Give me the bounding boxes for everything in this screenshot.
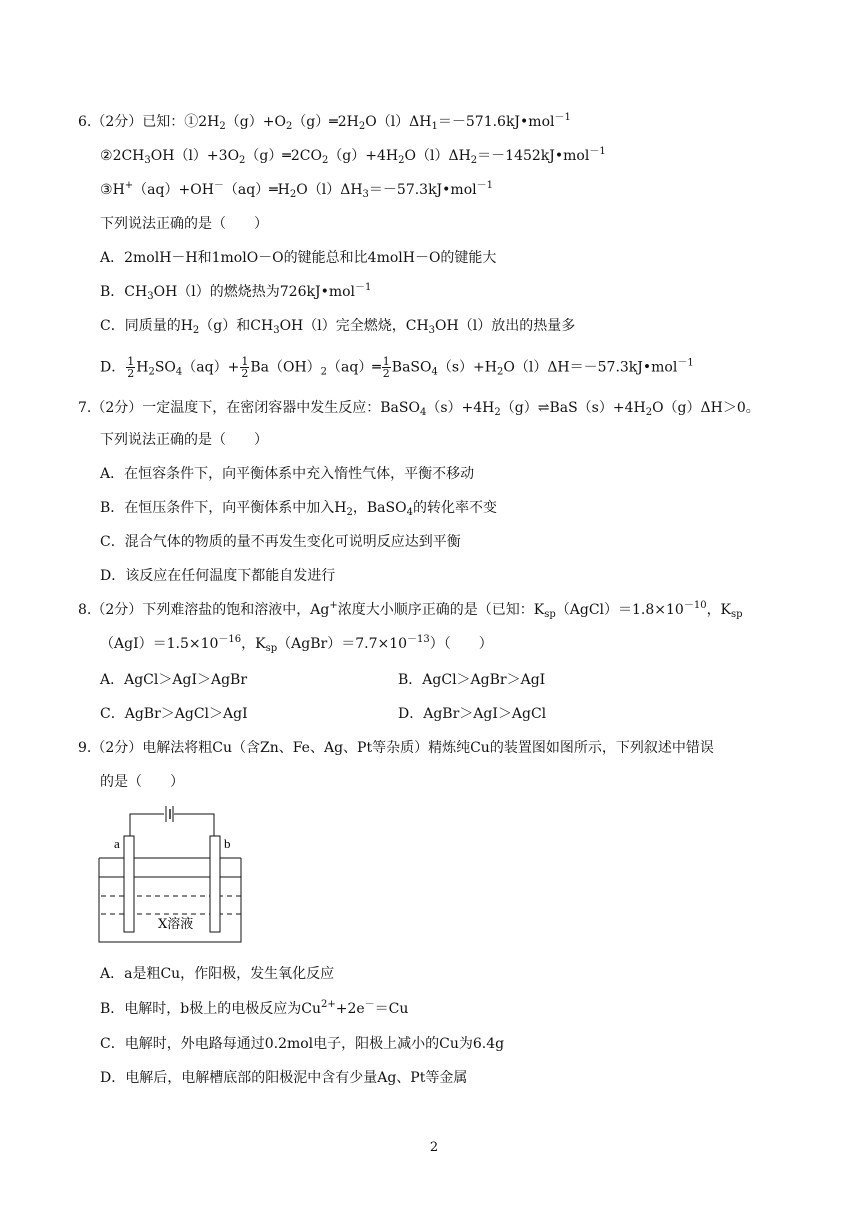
page-number: 2 (429, 1140, 439, 1155)
q9-option-c: C．电解时，外电路每通过0.2mol电子，阳极上减小的Cu为6.4g (100, 1036, 505, 1052)
q6-option-c: C．同质量的$H_2(g)$和$CH_3OH(l)$完全燃烧，$CH_3OH(l)$放出的热量多 (100, 318, 576, 336)
q6-question: 下列说法正确的是（ ） (100, 216, 268, 232)
q9-option-a: A．a是粗Cu，作阳极，发生氧化反应 (100, 966, 335, 982)
q8-option-c: C．AgBr＞AgCl＞AgI (100, 706, 248, 722)
q9-stem-line1: 9.（2分）电解法将粗Cu（含Zn、Fe、Ag、Pt等杂质）精炼纯Cu的装置图如图所示，下列叙述中错误 (78, 740, 714, 756)
q7-question: 下列说法正确的是（ ） (100, 432, 268, 448)
q9-stem-line2: 的是（ ） (100, 774, 184, 790)
q7-option-a: A．在恒容条件下，向平衡体系中充入惰性气体，平衡不移动 (100, 466, 475, 482)
fraction-half: $\frac{1}{2}$ (127, 355, 135, 380)
q7-option-c: C．混合气体的物质的量不再发生变化可说明反应达到平衡 (100, 534, 461, 550)
q6-option-d: D． $\frac{1}{2}$ $H_2SO_4(aq)+$ $\frac{1}{2}$ $Ba(OH)_2(aq)═$ $\frac{1}{2}$ $BaSO_4(s)+H_2O(l)\Delta H=-57.3kJ•mol^{-1}$ (100, 355, 694, 380)
q6-option-b: B．$CH_3OH(l)$的燃烧热为726kJ•mol$^{-1}$ (100, 282, 372, 302)
fraction-half: $\frac{1}{2}$ (241, 355, 249, 380)
q8-option-a: A．AgCl＞AgI＞AgBr (100, 672, 248, 688)
q9-option-d: D．电解后，电解槽底部的阳极泥中含有少量Ag、Pt等金属 (100, 1070, 468, 1086)
wire-right (174, 814, 214, 836)
q6-line3: $③H^+(aq)+OH^-(aq)═H_2O(l)\Delta H_3=-57.3kJ•mol^{-1}$ (100, 180, 493, 200)
electrode-a (124, 836, 134, 932)
q6-option-a: A．2molH－H和1molO－O的键能总和比4molH－O的键能大 (100, 250, 497, 266)
electrolysis-cell-diagram (96, 800, 248, 948)
q8-option-d: D．AgBr＞AgI＞AgCl (398, 706, 547, 722)
q9-option-b: B．电解时，b极上的电极反应为$Cu^{2+}+2e^-=Cu$ (100, 999, 409, 1017)
battery-icon (166, 806, 173, 822)
q8-stem-line2: $(AgI)=1.5\times 10^{-16}$，$K_{sp}(AgBr)=7.7\times 10^{-13}$）（ ） (100, 634, 493, 654)
electrode-b (210, 836, 220, 932)
q6-line2: $②2CH_3OH(l)+3O_2(g)═2CO_2(g)+4H_2O(l)\Delta H_2=-1452kJ•mol^{-1}$ (100, 146, 606, 166)
q7-stem: 7.（2分）一定温度下，在密闭容器中发生反应：$BaSO_4(s)+4H_2(g)\rightleftharpoons BaS(s)+4H_2O(g)\Delta H>0$。 (78, 400, 760, 418)
solution-label: X溶液 (158, 917, 194, 932)
q7-option-d: D．该反应在任何温度下都能自发进行 (100, 568, 336, 584)
electrode-b-label: b (224, 836, 231, 851)
q8-option-b: B．AgCl＞AgBr＞AgI (398, 672, 546, 688)
q8-stem-line1: 8.（2分）下列难溶盐的饱和溶液中，Ag+浓度大小顺序正确的是（已知：$K_{sp}(AgCl)=1.8\times 10^{-10}$，$K_{sp}$ (78, 600, 743, 620)
wire-left (130, 814, 164, 836)
fraction-half: $\frac{1}{2}$ (382, 355, 390, 380)
q6-line1: 6.（2分）已知：$①2H_2(g)+O_2(g)═2H_2O(l)\Delta H_1=-571.6kJ•mol^{-1}$ (78, 112, 571, 132)
q7-option-b: B．在恒压条件下，向平衡体系中加入$H_2$，BaSO$_4$的转化率不变 (100, 500, 497, 518)
electrode-a-label: a (114, 836, 120, 851)
